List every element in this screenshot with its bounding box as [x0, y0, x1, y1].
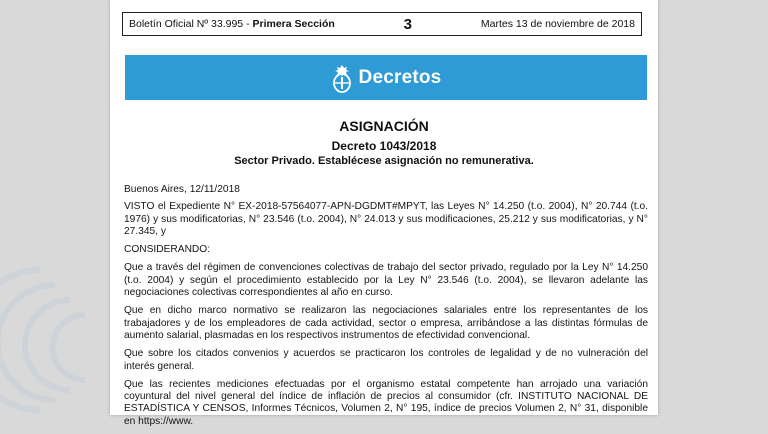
section-banner [125, 55, 647, 100]
paragraph: Que sobre los citados convenios y acuerdos se practicaron los controles de legalidad y de no vulneración del interés general. [124, 348, 648, 372]
header-separator: - [243, 18, 253, 30]
visto-paragraph: VISTO el Expediente N° EX-2018-57564077-APN-DGDMT#MPYT, las Leyes N° 14.250 (t.o. 2004), N° 20.744 (t.o. 1976) y sus modificatorias, N° 23.546 (t.o. 2004), N° 24.013 y sus modificaciones, 25.212 y sus modificatorias, y N° 27.345, y [124, 201, 648, 237]
paragraph: Que en dicho marco normativo se realizaron las negociaciones salariales entre los representantes de los trabajadores y de los empleadores de cada actividad, sector o empresa, arribándose a las distintas fórmulas de aumento salarial, plasmadas en los respectivos instrumentos de efectividad convencional. [124, 305, 648, 341]
bulletin-info [129, 18, 335, 30]
decree-number: Decreto 1043/2018 [331, 139, 437, 153]
banner-title: Decretos [358, 66, 442, 88]
section-name: Primera Sección [252, 18, 335, 30]
place-date: Buenos Aires, 12/11/2018 [124, 184, 240, 195]
publication-date: Martes 13 de noviembre de 2018 [480, 18, 635, 30]
document-page [110, 0, 658, 427]
page-header [122, 12, 642, 36]
argentina-coat-of-arms-icon [331, 63, 353, 93]
paragraph: Que las recientes mediciones efectuadas por el organismo estatal competente han arrojado una variación coyuntural del nivel general del índice de inflación de precios al consumidor (cfr. INSTITUTO NACIONAL DE ESTADÍSTICA Y CENSOS, Informes Técnicos, Volumen 2, N° 195, índice de precios Volumen 2, N° 31, disponible en https://www. [124, 378, 648, 427]
bulletin-number: Boletín Oficial Nº 33.995 [129, 18, 244, 30]
considerando-heading: CONSIDERANDO: [124, 244, 211, 256]
document-title: ASIGNACIÓN [339, 118, 429, 134]
document-body [124, 184, 648, 434]
document-subtitle: Sector Privado. Establécese asignación no remunerativa. [234, 155, 534, 167]
page-number: 3 [403, 15, 413, 33]
paragraph: Que a través del régimen de convenciones colectivas de trabajo del sector privado, regulado por la Ley N° 14.250 (t.o. 2004) y según el procedimiento establecido por la Ley N° 23.546 (t.o. 2004), se llevaron adelante las negociaciones colectivas correspondientes al año en curso. [124, 262, 648, 299]
